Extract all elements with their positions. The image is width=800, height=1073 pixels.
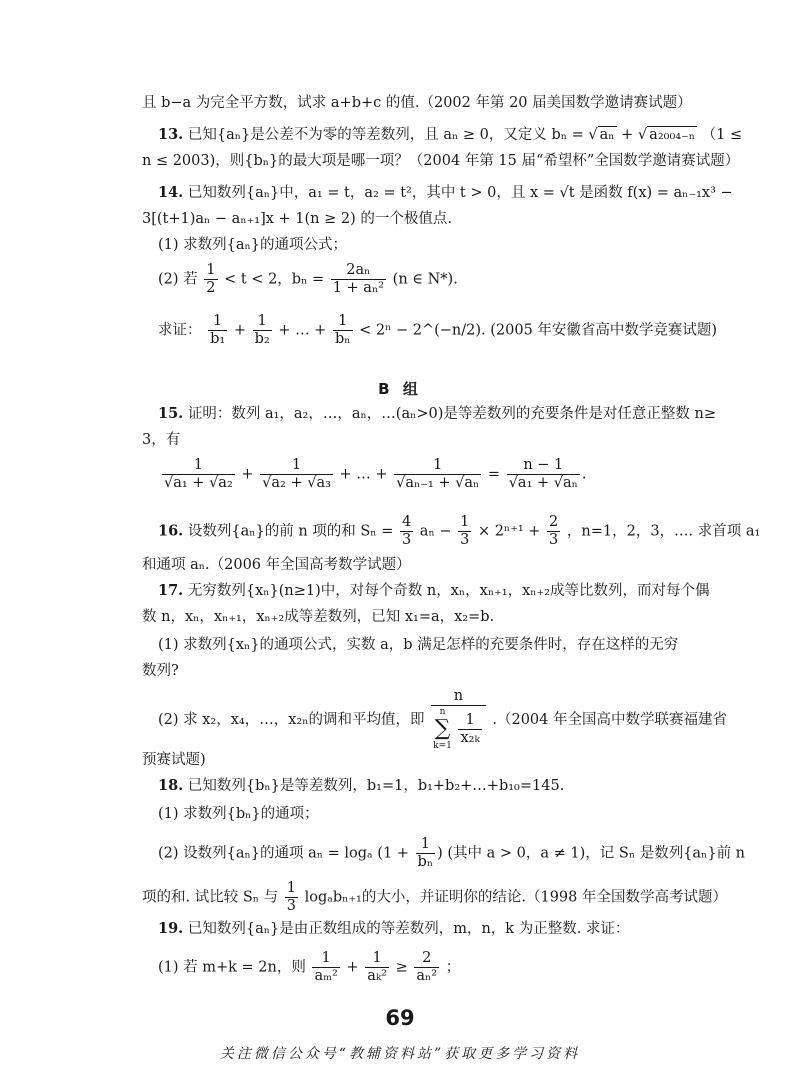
denominator: 3 — [460, 532, 470, 548]
operator: ≥ — [395, 959, 408, 976]
text: 数 n，xₙ，xₙ₊₁，xₙ₊₂成等差数列，已知 x₁=a，x₂=b. — [142, 609, 495, 625]
denominator: b₂ — [254, 331, 270, 347]
problem-19 — [158, 919, 629, 939]
denominator: aₘ² — [314, 968, 338, 984]
fraction-1-b1 — [208, 313, 227, 348]
operator: + — [233, 322, 246, 339]
denominator: 3 — [286, 898, 296, 914]
text: (2) 若 — [158, 271, 198, 288]
numerator: n − 1 — [523, 457, 564, 473]
text: (其中 a > 0，a ≠ 1)，记 Sₙ 是数列{aₙ}前 n — [447, 845, 746, 862]
text: (1) 若 m+k = 2n，则 — [158, 959, 306, 976]
text: n ≤ 2003)，则{bₙ}的最大项是哪一项？（2004 年第 15 届“希望杯”全国数学邀请赛试题） — [142, 153, 740, 169]
numerator: 1 — [321, 950, 331, 966]
text-line — [142, 151, 739, 171]
denominator: 3 — [401, 532, 412, 548]
text: 项的和. 试比较 Sₙ 与 — [142, 889, 279, 906]
inequality: < 2ⁿ − 2^(−n/2). — [359, 322, 486, 339]
denominator: √a₁ + √aₙ — [508, 475, 578, 491]
numerator: 1 — [372, 950, 382, 966]
fraction-term-n — [394, 457, 481, 492]
text: 3[(t+1)aₙ − aₙ₊₁]x + 1(n ≥ 2) 的一个极值点. — [142, 211, 452, 227]
text: 已知数列{aₙ}中，a₁ = t，a₂ = t²，其中 t > 0，且 x = √t 是函数 f(x) = aₙ₋₁x³ − — [187, 185, 733, 201]
text-line — [158, 635, 678, 655]
text: 3，有 — [142, 432, 181, 448]
numerator: 4 — [401, 514, 412, 530]
citation: (2005 年安徽省高中数学竞赛试题) — [490, 322, 718, 339]
numerator: 1 — [433, 457, 443, 473]
numerator: 1 — [257, 313, 267, 329]
text-line — [142, 93, 692, 113]
denominator: bₙ — [417, 854, 434, 870]
problem-number: 17. — [158, 582, 184, 599]
denominator: 3 — [549, 532, 559, 548]
text: 数列? — [142, 663, 179, 679]
problem-17 — [158, 581, 710, 601]
text: 且 b−a 为完全平方数，试求 a+b+c 的值.（2002 年第 20 届美国数学邀请赛试题） — [142, 95, 692, 111]
text: 1 + — [382, 845, 409, 862]
sqrt-term: aₙ — [599, 127, 615, 143]
denominator: 2 — [206, 280, 216, 296]
text: 证明：数列 a₁，a₂，…，aₙ，…(aₙ>0)是等差数列的充要条件是对任意正整数 n≥ — [187, 406, 716, 422]
fraction-bn — [331, 262, 386, 297]
numerator: 1 — [193, 457, 203, 473]
problem-16 — [158, 514, 760, 549]
text: 设数列{aₙ}的前 n 项的和 Sₙ = — [187, 523, 394, 540]
fraction-1-bn — [333, 313, 353, 348]
numerator: 2 — [549, 514, 559, 530]
text: 无穷数列{xₙ}(n≥1)中，对每个奇数 n，xₙ，xₙ₊₁，xₙ₊₂成等比数列，而对每个偶 — [187, 583, 710, 599]
footer-note: 关注微信公众号“教辅资料站”获取更多学习资料 — [219, 1046, 581, 1062]
fraction-1-b2 — [253, 313, 272, 348]
text: (1) 求数列{aₙ}的通项公式； — [158, 237, 348, 253]
text-line — [158, 235, 347, 255]
operator: = — [487, 466, 501, 483]
numerator: n — [453, 688, 464, 704]
fraction-2-an2 — [414, 950, 439, 985]
numerator: 1 — [286, 880, 296, 896]
denominator: x₂ₖ — [460, 729, 480, 746]
fraction-1-ak2 — [365, 950, 389, 985]
text-line — [142, 661, 179, 681]
problem-number: 18. — [158, 777, 184, 794]
display-equation-15: $\frac{1}{\text{√a₁ + √a₂}}$ + $\frac{1}{\text{√a₂ + √a₃}}$ + … + $\frac{1}{\text{√aₙ₋₁ + √aₙ}}$ = $\frac{n - 1}{\text{√a₁ + √aₙ}}$ . — [164, 457, 587, 491]
denominator: √aₙ₋₁ + √aₙ — [396, 475, 480, 491]
text: 已知{aₙ}是公差不为零的等差数列，且 aₙ ≥ 0，又定义 bₙ = — [187, 127, 584, 143]
problem-14-part-2 — [158, 262, 458, 297]
fraction-term-2 — [260, 457, 333, 492]
sum-sign: ∑ — [434, 716, 451, 741]
text: (1) 求数列{bₙ}的通项； — [158, 806, 319, 822]
fraction-result — [507, 457, 580, 492]
numerator: 1 — [420, 836, 430, 852]
problem-18-part-2: (2) 设数列{aₙ}的通项 aₙ = logₐ (1 + $\frac{1}{\text{bₙ}}$ ) (其中 a > 0，a ≠ 1)，记 Sₙ 是数列{aₙ}前 n — [158, 836, 746, 870]
fraction-1-3 — [458, 514, 471, 549]
numerator: 1 — [460, 514, 470, 530]
problem-17-part-2 — [158, 688, 727, 752]
text-line — [142, 880, 727, 915]
numerator: 1 — [206, 262, 216, 278]
text-line — [158, 804, 319, 824]
problem-19-part-1 — [158, 950, 460, 985]
operator: + — [346, 959, 359, 976]
text: × 2ⁿ⁺¹ + — [477, 523, 541, 540]
citation: .（2004 年全国高中数学联赛福建省 — [492, 712, 727, 728]
problem-number: 16. — [158, 522, 184, 540]
operator: + — [621, 127, 634, 143]
harmonic-mean-fraction — [431, 688, 486, 752]
fraction-1-am2 — [312, 950, 339, 985]
text: 预赛试题) — [142, 752, 206, 768]
sum-upper: n — [439, 707, 446, 717]
denominator: √a₂ + √a₃ — [262, 475, 331, 491]
problem-14 — [158, 183, 733, 203]
operator: + … + — [339, 466, 388, 483]
text-line — [142, 430, 180, 450]
denominator: √a₁ + √a₂ — [164, 475, 233, 491]
fraction-1-x2k — [458, 712, 481, 747]
text: (n ∈ N*). — [392, 271, 458, 288]
numerator: 2aₙ — [346, 262, 371, 278]
section-heading: B 组 — [378, 380, 422, 398]
text: ； — [445, 959, 461, 976]
text: (2) 设数列{aₙ}的通项 aₙ = logₐ — [158, 845, 373, 862]
page-number: 69 — [385, 1006, 415, 1030]
summation — [433, 706, 452, 752]
problem-14-proof — [158, 313, 717, 348]
operator: + — [241, 466, 254, 483]
denominator: 1 + aₙ² — [332, 280, 385, 296]
text: ，n=1，2，3，…. 求首项 a₁ — [566, 523, 761, 540]
denominator: aₖ² — [367, 968, 387, 984]
numerator: 1 — [213, 313, 223, 329]
sum-lower: k=1 — [433, 741, 452, 751]
problem-number: 13. — [158, 126, 184, 143]
operator: + … + — [278, 322, 327, 339]
fraction-term-1 — [162, 457, 235, 492]
text: （1 ≤ — [701, 127, 743, 143]
problem-18 — [158, 776, 564, 796]
text: 已知数列{aₙ}是由正数组成的等差数列，m，n，k 为正整数. 求证： — [187, 921, 630, 937]
numerator: 1 — [338, 313, 348, 329]
denominator: b₁ — [210, 331, 226, 347]
fraction-2-3 — [547, 514, 560, 549]
problem-number: 19. — [158, 920, 184, 937]
text-line — [142, 209, 452, 229]
numerator: 1 — [291, 457, 302, 473]
problem-15 — [158, 404, 716, 424]
denominator: bₙ — [334, 331, 351, 347]
fraction-1-bn — [416, 836, 436, 871]
text-line — [142, 750, 206, 770]
problem-number: 14. — [158, 184, 184, 201]
problem-13: 13. 已知{aₙ}是公差不为零的等差数列，且 aₙ ≥ 0，又定义 bₙ = √ aₙ + √ a₂₀₀₄₋ₙ （1 ≤ — [158, 126, 743, 143]
text: 和通项 aₙ.（2006 年全国高考数学试题） — [142, 557, 411, 573]
text: (1) 求数列{xₙ}的通项公式，实数 a，b 满足怎样的充要条件时，存在这样的无穷 — [158, 637, 679, 653]
fraction-4-3 — [400, 514, 413, 549]
text-line — [142, 555, 411, 575]
numerator: 2 — [422, 950, 432, 966]
text: aₙ − — [419, 523, 452, 540]
text-line — [142, 607, 494, 627]
sqrt-term: a₂₀₀₄₋ₙ — [649, 127, 695, 143]
fraction-1-3 — [285, 880, 298, 915]
text: logₐbₙ₊₁的大小，并证明你的结论.（1998 年全国数学高考试题） — [304, 889, 727, 906]
fraction-half — [204, 262, 217, 297]
text: 求证： — [158, 322, 202, 339]
problem-number: 15. — [158, 405, 184, 422]
text: 已知数列{bₙ}是等差数列，b₁=1，b₁+b₂+…+b₁₀=145. — [187, 778, 565, 794]
numerator: 1 — [465, 711, 475, 728]
text: < t < 2，bₙ = — [224, 271, 325, 288]
text: (2) 求 x₂，x₄，…，x₂ₙ的调和平均值，即 — [158, 712, 425, 728]
denominator — [431, 705, 486, 752]
denominator: aₙ² — [416, 968, 438, 984]
